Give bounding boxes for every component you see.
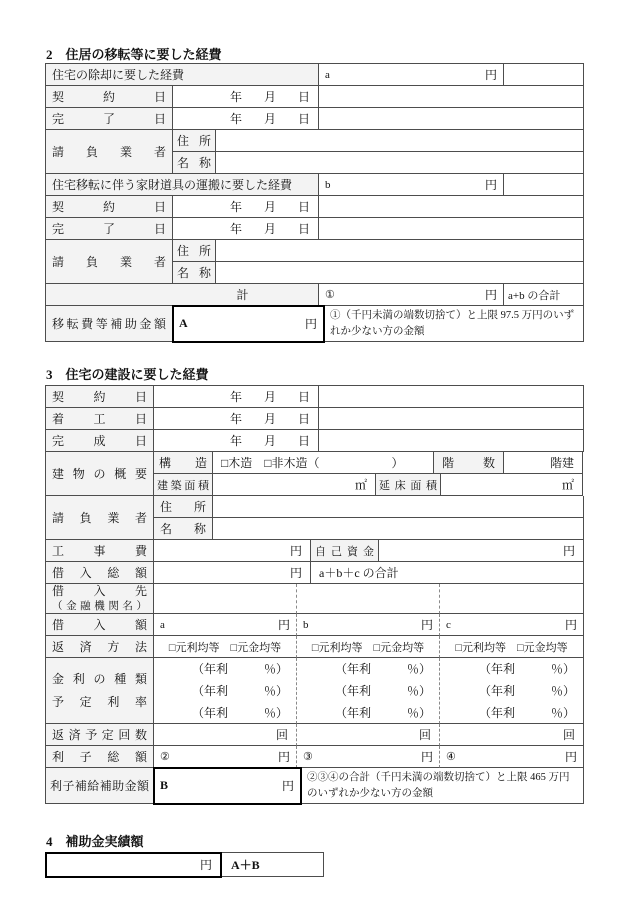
times-unit: 回: [418, 728, 431, 742]
contract-date-label: [46, 196, 173, 218]
total-row: [46, 284, 584, 306]
contract-date-text: 契約日: [52, 390, 147, 404]
year-unit: 年: [229, 222, 242, 236]
mark-A: A: [179, 316, 188, 330]
year-unit: 年: [229, 90, 242, 104]
mark-a: a: [325, 68, 330, 81]
interest-total-row: [46, 746, 584, 768]
mark-a: a: [160, 618, 165, 631]
construction-cost-text: 工事費: [52, 544, 147, 558]
contract-date-units: [173, 196, 319, 218]
interest-subsidy-text: 利子補給補助金額: [50, 779, 149, 793]
completion-date-units: [173, 108, 319, 130]
year-unit: 年: [229, 390, 242, 404]
completion-date-text: 完了日: [52, 222, 166, 236]
contract-date-row: [46, 386, 584, 408]
repayment-method-label: [46, 636, 154, 658]
start-date-label: [46, 408, 154, 430]
total-note-cell: [504, 284, 584, 306]
annual-rate-text: （年利 ％）: [334, 661, 431, 676]
contract-date-row-2: [46, 196, 584, 218]
annual-rate-text: （年利 ％）: [334, 683, 431, 698]
address-value-cell: [216, 240, 584, 262]
contractor-text: 請負業者: [52, 511, 147, 525]
interest-total-cell-c: [440, 746, 584, 768]
repayment-count-cell-b: [297, 724, 440, 746]
completion-date-text: 完了日: [52, 112, 166, 126]
interest-total-label: [46, 746, 154, 768]
year-unit: 年: [229, 434, 242, 448]
yen-unit: 円: [420, 750, 433, 764]
yen-unit: 円: [304, 317, 317, 331]
name-label: [173, 262, 216, 284]
completion-date-value-cell: [319, 218, 584, 240]
structure-options-cell: [213, 452, 434, 474]
repayment-checkboxes: □元利均等 □元金均等: [455, 641, 568, 654]
day-unit: 日: [297, 390, 310, 404]
section2-table: [45, 63, 584, 342]
repayment-count-label: [46, 724, 154, 746]
contractor-text: 請負業者: [52, 255, 166, 269]
name-value-cell: [216, 262, 584, 284]
section2-heading: 2 住居の移転等に要した経費: [46, 47, 222, 62]
subsidy-result-formula-cell: [221, 853, 324, 877]
loan-amount-cell-a: [154, 614, 297, 636]
completion-date-row: [46, 108, 584, 130]
contract-date-value-cell: [319, 386, 584, 408]
annual-rate-text: （年利 ％）: [478, 661, 575, 676]
own-funds-text: 自己資金: [315, 545, 374, 558]
contract-date-units: [173, 86, 319, 108]
own-funds-label: [311, 540, 379, 562]
contractor-block-2: [46, 240, 584, 284]
yen-unit: 円: [484, 68, 497, 82]
month-unit: 月: [263, 412, 276, 426]
moving-cost-amount-cell: [319, 174, 504, 196]
lender-value-cell-a: [154, 584, 297, 614]
subsidy-result-amount-cell: [46, 853, 221, 877]
contractor-sub: [154, 496, 584, 540]
completion-date-units: [154, 430, 319, 452]
completion-date-units: [173, 218, 319, 240]
rate-plan-text: 予定利率: [52, 694, 147, 709]
repayment-options-b: [297, 636, 440, 658]
construction-cost-label: [46, 540, 154, 562]
month-unit: 月: [263, 390, 276, 404]
address-text: 住所: [177, 244, 211, 258]
annual-rate-text: （年利 ％）: [478, 705, 575, 720]
mark-b: b: [303, 618, 309, 631]
annual-rate-text: （年利 ％）: [191, 661, 288, 676]
loan-total-note-cell: [311, 562, 584, 584]
interest-rate-row: [46, 658, 584, 724]
section3-table: [45, 385, 584, 804]
completion-date-label: [46, 108, 173, 130]
mark-c: c: [446, 618, 451, 631]
yen-unit: 円: [281, 779, 294, 793]
annual-rate-text: （年利 ％）: [191, 705, 288, 720]
total-amount-cell: [319, 284, 504, 306]
structure-checkboxes: □木造 □非木造（ ）: [221, 456, 404, 470]
contract-date-label: [46, 386, 154, 408]
address-value-cell: [216, 130, 584, 152]
yen-unit: 円: [564, 618, 577, 632]
floor-area-label: [376, 474, 441, 496]
mark-circle1: ①: [325, 289, 335, 301]
relocation-subsidy-label: [46, 306, 173, 342]
interest-subsidy-label: [46, 768, 154, 804]
yen-unit: 円: [484, 288, 497, 302]
sqm-unit: ㎡: [561, 478, 574, 492]
month-unit: 月: [263, 90, 276, 104]
year-unit: 年: [229, 112, 242, 126]
floors-text: 階数: [442, 456, 495, 470]
contractor-sub: [173, 240, 584, 284]
interest-total-cell-a: [154, 746, 297, 768]
contract-date-label: [46, 86, 173, 108]
yen-unit: 円: [277, 750, 290, 764]
lender-value-cell-c: [440, 584, 584, 614]
repayment-count-cell-a: [154, 724, 297, 746]
month-unit: 月: [263, 112, 276, 126]
completion-date-text: 完成日: [52, 434, 147, 448]
loan-total-text: 借入総額: [52, 566, 147, 580]
repayment-count-cell-c: [440, 724, 584, 746]
mark-circle2: ②: [160, 751, 170, 763]
construction-cost-row: [46, 540, 584, 562]
floors-label: [434, 452, 504, 474]
contractor-label: [46, 496, 154, 540]
own-funds-value-cell: [379, 540, 584, 562]
annual-rate-text: （年利 ％）: [478, 683, 575, 698]
building-outline-sub: [154, 452, 583, 496]
construction-cost-value-cell: [154, 540, 311, 562]
loan-total-row: [46, 562, 584, 584]
section3-heading: 3 住宅の建設に要した経費: [46, 367, 209, 382]
total-label: [46, 284, 319, 306]
name-value-cell: [216, 152, 584, 174]
repayment-checkboxes: □元利均等 □元金均等: [311, 641, 425, 654]
building-outline-label: [46, 452, 154, 496]
building-area-text: 建築面積: [157, 479, 209, 492]
start-date-value-cell: [319, 408, 584, 430]
relocation-subsidy-note-cell: [324, 306, 584, 342]
name-text: 名称: [177, 156, 211, 170]
repayment-method-text: 返済方法: [52, 640, 147, 654]
lender-value-cell-b: [297, 584, 440, 614]
start-date-units: [154, 408, 319, 430]
completion-date-label: [46, 218, 173, 240]
structure-text: 構造: [159, 456, 207, 470]
contract-date-units: [154, 386, 319, 408]
name-text: 名称: [160, 522, 206, 536]
day-unit: 日: [297, 90, 310, 104]
interest-subsidy-note-text: ②③④の合計（千円未満の端数切捨て）と上限 465 万円のいずれか少ない方の金額: [307, 771, 570, 799]
relocation-subsidy-amount-cell: [173, 306, 324, 342]
interest-total-cell-b: [297, 746, 440, 768]
interest-rate-label: [46, 658, 154, 724]
annual-rate-cell-a: [154, 658, 297, 724]
sqm-unit: ㎡: [354, 478, 367, 492]
floor-area-text: 延床面積: [379, 479, 437, 492]
loan-total-value-cell: [154, 562, 311, 584]
completion-date-label: [46, 430, 154, 452]
moving-cost-label: [46, 174, 319, 196]
repayment-count-text: 返済予定回数: [52, 728, 147, 742]
repayment-count-row: [46, 724, 584, 746]
contract-date-row: [46, 86, 584, 108]
start-date-text: 着工日: [52, 412, 147, 426]
relocation-subsidy-row: [46, 306, 584, 342]
contractor-text: 請負業者: [52, 145, 166, 159]
year-unit: 年: [229, 412, 242, 426]
completion-date-row-2: [46, 218, 584, 240]
start-date-row: [46, 408, 584, 430]
total-note-text: a+b の合計: [508, 289, 561, 302]
section4-table: [45, 852, 324, 877]
building-outline-text: 建物の概要: [52, 467, 147, 481]
loan-amount-cell-b: [297, 614, 440, 636]
loan-amount-cell-c: [440, 614, 584, 636]
removal-title-row: [46, 64, 584, 86]
mark-b: b: [325, 178, 331, 191]
total-text: 計: [236, 288, 249, 302]
repayment-method-row: [46, 636, 584, 658]
lender-label: [46, 584, 154, 614]
times-unit: 回: [562, 728, 575, 742]
day-unit: 日: [297, 200, 310, 214]
month-unit: 月: [263, 222, 276, 236]
repayment-options-c: [440, 636, 584, 658]
moving-cost-extra-cell: [504, 174, 584, 196]
contractor-block: [46, 496, 584, 540]
moving-cost-title-text: 住宅移転に伴う家財道具の運搬に要した経費: [52, 178, 293, 192]
relocation-subsidy-text: 移転費等補助金額: [52, 317, 166, 331]
floors-value-cell: [504, 452, 583, 474]
removal-cost-title-text: 住宅の除却に要した経費: [52, 68, 185, 82]
loan-amount-row: [46, 614, 584, 636]
lender-row: [46, 584, 584, 614]
floors-unit-text: 階建: [549, 456, 574, 470]
yen-unit: 円: [484, 178, 497, 192]
removal-cost-label: [46, 64, 319, 86]
address-value-cell: [213, 496, 584, 518]
floor-area-value-cell: [441, 474, 583, 496]
times-unit: 回: [275, 728, 288, 742]
loan-total-label: [46, 562, 154, 584]
contractor-label: [46, 130, 173, 174]
relocation-subsidy-note-text: ①（千円未満の端数切捨て）と上限 97.5 万円のいずれか少ない方の金額: [330, 309, 575, 337]
address-text: 住所: [160, 500, 206, 514]
moving-title-row: [46, 174, 584, 196]
lender-text-line1: 借入先: [52, 583, 147, 598]
year-unit: 年: [229, 200, 242, 214]
interest-subsidy-note-cell: [301, 768, 584, 804]
address-label: [154, 496, 213, 518]
interest-subsidy-row: [46, 768, 584, 804]
building-area-value-cell: [213, 474, 376, 496]
annual-rate-text: （年利 ％）: [191, 683, 288, 698]
loan-amount-label: [46, 614, 154, 636]
name-label: [173, 152, 216, 174]
structure-label: [154, 452, 213, 474]
building-outline-block: [46, 452, 584, 496]
lender-text-line2: （金融機関名）: [52, 600, 147, 612]
building-area-label: [154, 474, 213, 496]
yen-unit: 円: [289, 544, 302, 558]
contract-date-text: 契約日: [52, 200, 166, 214]
contract-date-value-cell: [319, 86, 584, 108]
loan-amount-text: 借入額: [52, 618, 147, 632]
interest-total-text: 利子総額: [52, 750, 147, 764]
name-label: [154, 518, 213, 540]
contractor-label: [46, 240, 173, 284]
mark-circle4: ④: [446, 751, 456, 763]
month-unit: 月: [263, 434, 276, 448]
formula-text: A＋B: [231, 858, 260, 872]
interest-subsidy-amount-cell: [154, 768, 301, 804]
address-text: 住所: [177, 134, 211, 148]
repayment-checkboxes: □元利均等 □元金均等: [168, 641, 282, 654]
contractor-sub: [173, 130, 584, 174]
contractor-block: [46, 130, 584, 174]
rate-type-text: 金利の種類: [52, 671, 147, 686]
completion-date-value-cell: [319, 430, 584, 452]
yen-unit: 円: [562, 544, 575, 558]
address-label: [173, 240, 216, 262]
day-unit: 日: [297, 112, 310, 126]
yen-unit: 円: [289, 566, 302, 580]
name-value-cell: [213, 518, 584, 540]
completion-date-value-cell: [319, 108, 584, 130]
annual-rate-cell-b: [297, 658, 440, 724]
yen-unit: 円: [199, 858, 212, 872]
yen-unit: 円: [277, 618, 290, 632]
repayment-options-a: [154, 636, 297, 658]
subsidy-result-row: [46, 853, 324, 877]
name-text: 名称: [177, 266, 211, 280]
contract-date-text: 契約日: [52, 90, 166, 104]
day-unit: 日: [297, 412, 310, 426]
annual-rate-text: （年利 ％）: [334, 705, 431, 720]
completion-date-row: [46, 430, 584, 452]
loan-total-note-text: a＋b＋c の合計: [319, 566, 399, 580]
removal-cost-amount-cell: [319, 64, 504, 86]
removal-cost-extra-cell: [504, 64, 584, 86]
day-unit: 日: [297, 434, 310, 448]
annual-rate-cell-c: [440, 658, 584, 724]
contract-date-value-cell: [319, 196, 584, 218]
section4-heading: 4 補助金実績額: [46, 834, 144, 849]
address-label: [173, 130, 216, 152]
yen-unit: 円: [420, 618, 433, 632]
month-unit: 月: [263, 200, 276, 214]
yen-unit: 円: [564, 750, 577, 764]
day-unit: 日: [297, 222, 310, 236]
mark-B: B: [160, 778, 169, 792]
mark-circle3: ③: [303, 751, 313, 763]
